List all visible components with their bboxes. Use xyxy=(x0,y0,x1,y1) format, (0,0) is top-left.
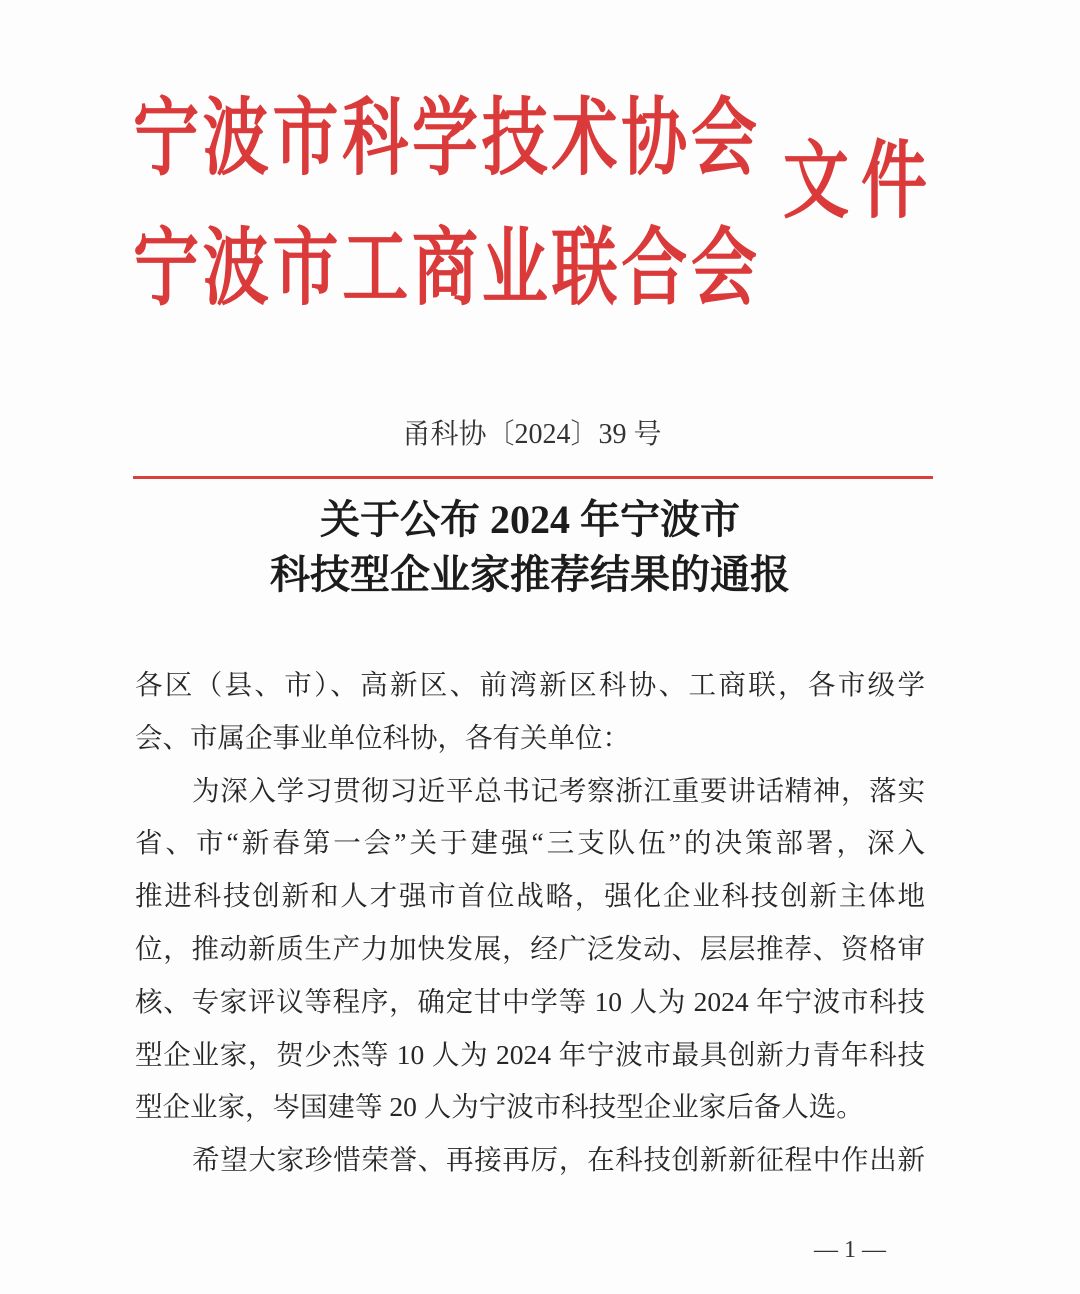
body-text xyxy=(135,659,925,1187)
paragraph-line: 希望大家珍惜荣誉、再接再厉，在科技创新新征程中作出新 xyxy=(192,1144,925,1176)
paragraph-line: 型企业家，岑国建等 20 人为宁波市科技型企业家后备人选。 xyxy=(135,1091,864,1123)
page-number: — 1 — xyxy=(814,1237,886,1263)
document-number: 甬科协〔2024〕39 号 xyxy=(402,419,662,450)
title-line-2: 科技型企业家推荐结果的通报 xyxy=(270,552,790,597)
header-org-line-federation-of-industry: 宁波市工商业联合会 xyxy=(133,222,757,317)
paragraph-line: 型企业家，贺少杰等 10 人为 2024 年宁波市最具创新力青年科技 xyxy=(135,1038,925,1070)
paragraph-line: 省、市“新春第一会”关于建强“三支队伍”的决策部署，深入 xyxy=(135,827,925,859)
header-file-suffix: 文件 xyxy=(783,135,927,230)
salutation-line: 各区（县、市）、高新区、前湾新区科协、工商联，各市级学 xyxy=(135,669,925,700)
title-line-1: 关于公布 2024 年宁波市 xyxy=(320,497,740,542)
paragraph-line: 位，推动新质生产力加快发展，经广泛发动、层层推荐、资格审 xyxy=(135,932,925,964)
salutation-line: 会、市属企事业单位科协，各有关单位： xyxy=(135,721,630,753)
red-divider-line xyxy=(133,476,933,479)
paragraph-line: 为深入学习贯彻习近平总书记考察浙江重要讲话精神，落实 xyxy=(192,774,925,806)
paragraph-line: 推进科技创新和人才强市首位战略，强化企业科技创新主体地 xyxy=(135,880,925,912)
header-org-line-science-association: 宁波市科学技术协会 xyxy=(133,92,757,187)
paragraph-line: 核、专家评议等程序，确定甘中学等 10 人为 2024 年宁波市科技 xyxy=(135,985,925,1017)
